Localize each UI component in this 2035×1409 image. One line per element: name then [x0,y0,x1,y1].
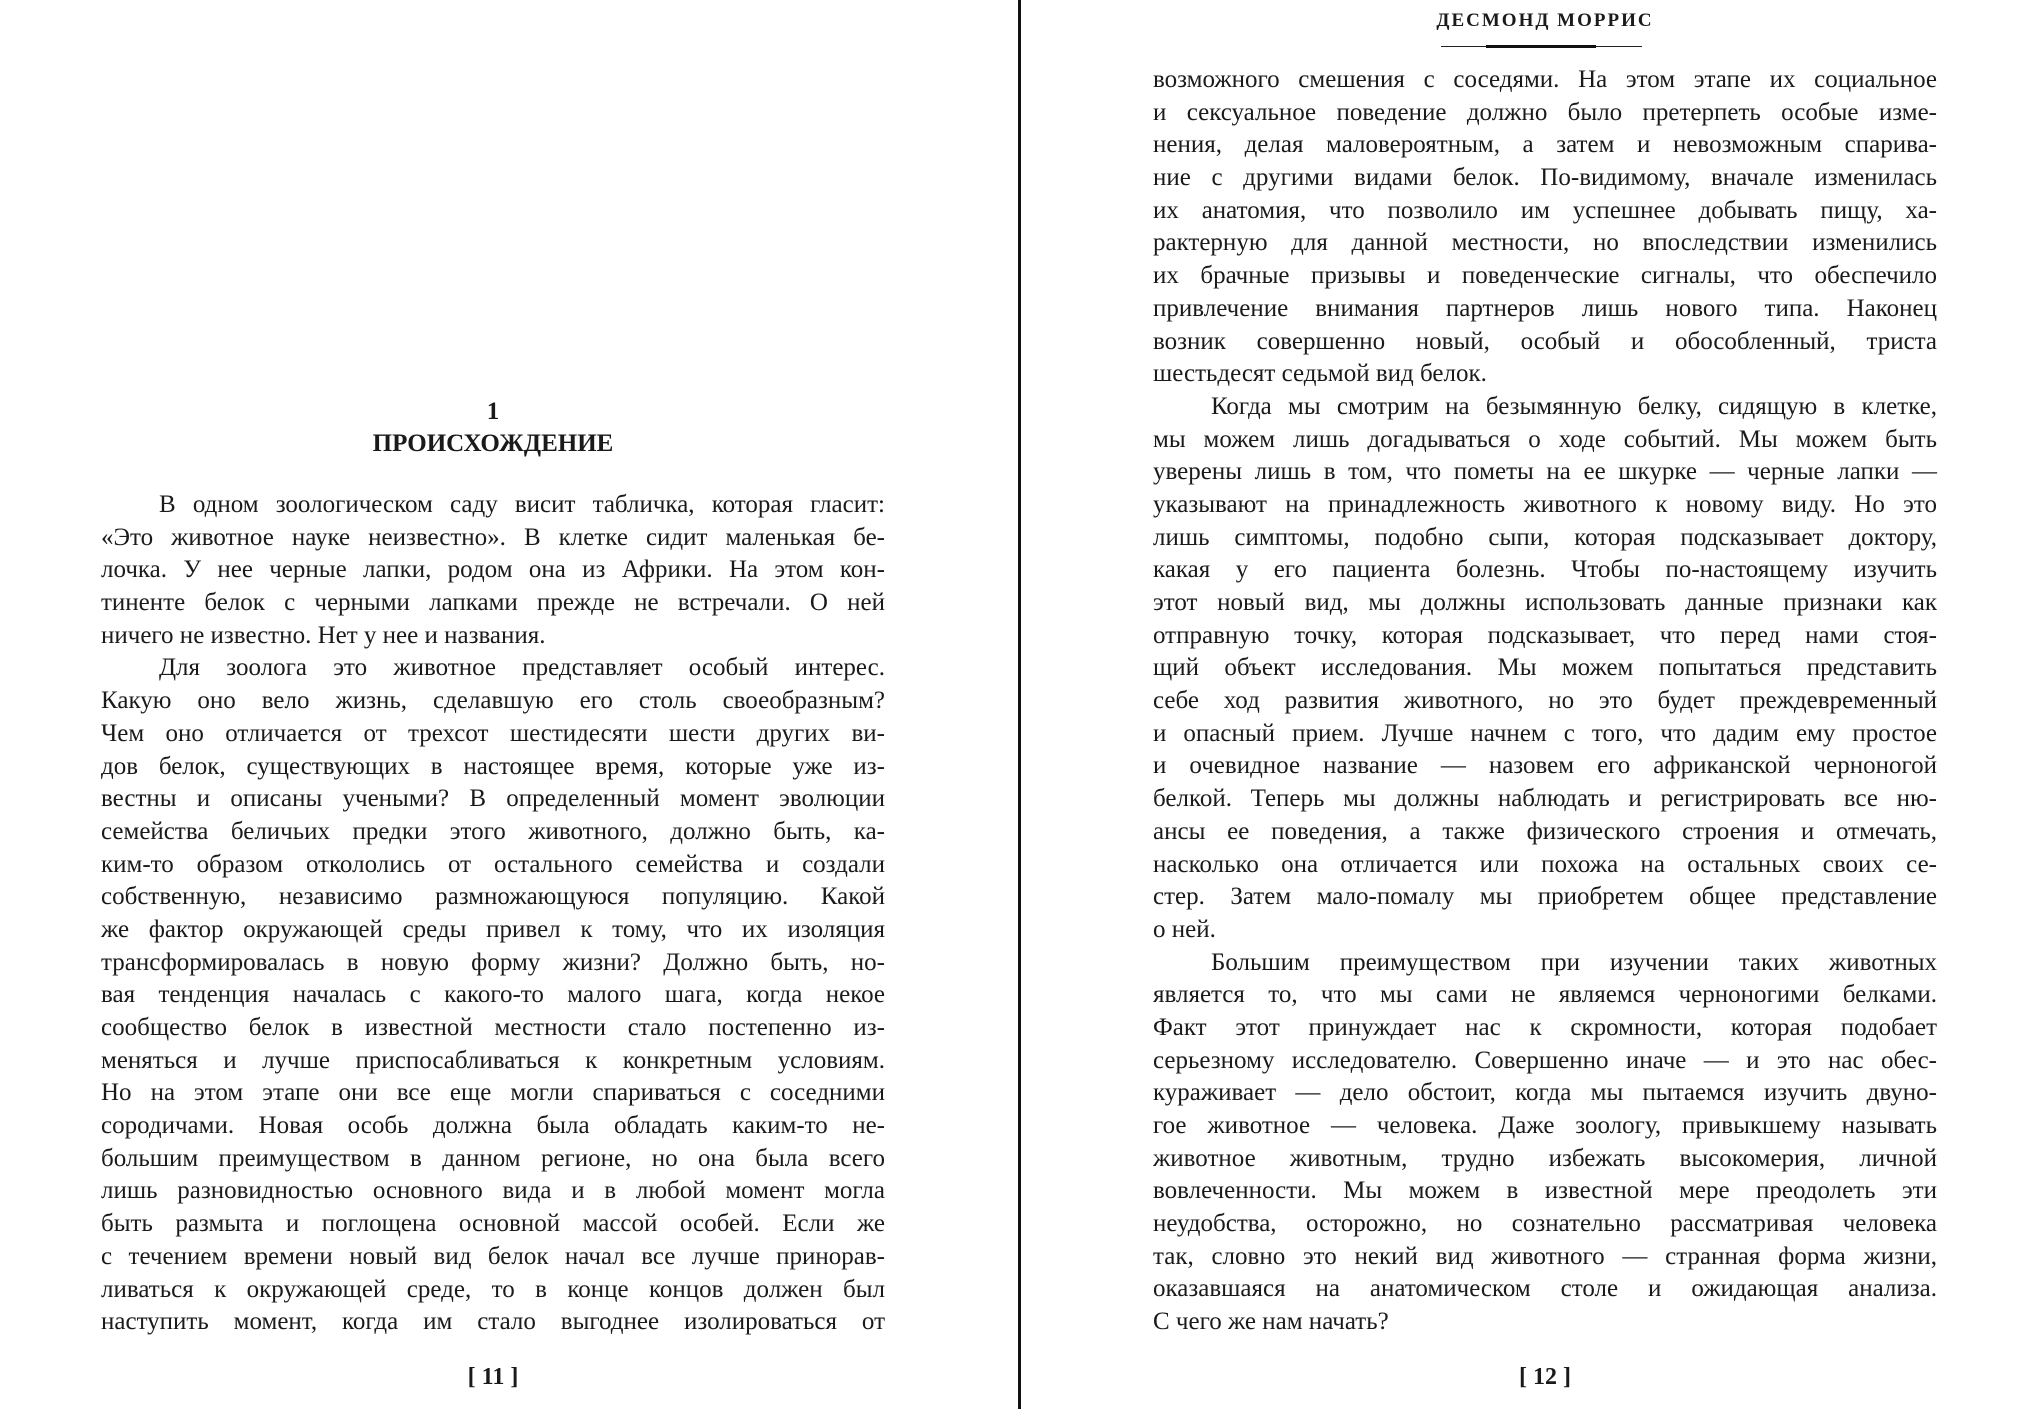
text-line: тиненте белок с черными лапками прежде не встречали. О ней [101,589,885,617]
chapter-number: 1 [486,398,500,425]
text-line: какая у его пациента болезнь. Чтобы по-настоящему изучить [1153,556,1937,584]
text-line: меняться и лучше приспосабливаться к конкретным условиям. [101,1046,885,1074]
paragraph [1153,391,1937,947]
text-line: нения, делая маловероятным, а затем и невозможным спарива- [1153,131,1937,159]
text-line: сородичами. Новая особь должна была обладать каким-то не- [101,1112,885,1140]
paragraph [1153,64,1937,391]
left-page-number: [ 11 ] [467,1364,519,1390]
text-line: кураживает — дело обстоит, когда мы пытаемся изучить двуно- [1153,1079,1937,1107]
text-line: вовлеченности. Мы можем в известной мере преодолеть эти [1153,1177,1937,1205]
text-line: привлечение внимания партнеров лишь нового типа. Наконец [1153,294,1937,322]
text-line: С чего же нам начать? [1153,1308,1389,1336]
text-line: трансформировалась в новую форму жизни? Должно быть, но- [101,948,885,976]
text-line: их анатомия, что позволило им успешнее добывать пищу, ха- [1153,196,1937,224]
text-line: ким-то образом откололись от остального семейства и создали [101,850,885,878]
text-line: семейства беличьих предки этого животного, должно быть, ка- [101,817,885,845]
chapter-title: ПРОИСХОЖДЕНИЕ [372,430,614,457]
text-line: быть размыта и поглощена основной массой особей. Если же [101,1210,885,1238]
text-line: лочка. У нее черные лапки, родом она из Африки. На этом кон- [101,556,885,584]
text-line: наступить момент, когда им стало выгоднее изолироваться от [101,1308,885,1336]
text-line: оказавшаяся на анатомическом столе и ожидающая анализа. [1153,1275,1937,1303]
text-line: насколько она отличается или похожа на остальных своих се- [1153,850,1937,878]
text-line: и очевидное название — назовем его африканской черноногой [1153,752,1937,780]
text-line: лишь разновидностью основного вида и в любой момент могла [101,1177,885,1205]
text-line: ничего не известно. Нет у нее и названия. [101,621,546,649]
text-line: животное животным, трудно избежать высокомерия, личной [1153,1144,1937,1172]
text-line: лишь симптомы, подобно сыпи, которая подсказывает доктору, [1153,523,1937,551]
left-page-body [101,489,885,1339]
right-page-number: [ 12 ] [1519,1364,1571,1390]
text-line: рактерную для данной местности, но впоследствии изменились [1153,229,1937,257]
text-line: вая тенденция началась с какого-то малого шага, когда некое [101,981,885,1009]
text-line: Но на этом этапе они все еще могли спариваться с соседними [101,1079,885,1107]
text-line: возник совершенно новый, особый и обособленный, триста [1153,327,1937,355]
text-line: неудобства, осторожно, но сознательно рассматривая человека [1153,1210,1937,1238]
text-line: ние с другими видами белок. По-видимому, вначале изменилась [1153,164,1937,192]
text-line: и опасный прием. Лучше начнем с того, что дадим ему простое [1153,719,1937,747]
running-head-author: ДЕСМОНД МОРРИС [1436,10,1654,31]
text-line: В одном зоологическом саду висит табличка, которая гласит: [159,491,885,518]
text-line: стер. Затем мало-помалу мы приобретем общее представление [1153,883,1937,911]
text-line: ансы ее поведения, а также физического строения и отмечать, [1153,817,1937,845]
text-line: мы можем лишь догадываться о ходе событий. Мы можем быть [1153,425,1937,453]
text-line: сообщество белок в известной местности стало постепенно из- [101,1014,885,1041]
text-line: о ней. [1153,915,1216,943]
text-line: белкой. Теперь мы должны наблюдать и регистрировать все ню- [1153,785,1937,813]
text-line: указывают на принадлежность животного к новому виду. Но это [1153,490,1937,518]
text-line: щий объект исследования. Мы можем попытаться представить [1153,654,1937,682]
text-line: Когда мы смотрим на безымянную белку, сидящую в клетке, [1211,392,1937,420]
text-line: шестьдесят седьмой вид белок. [1153,360,1487,388]
text-line: же фактор окружающей среды привел к тому, что их изоляция [101,915,885,943]
text-line: себе ход развития животного, но это будет преждевременный [1153,687,1937,715]
text-line: Какую оно вело жизнь, сделавшую его столь своеобразным? [101,687,885,715]
text-line: так, словно это некий вид животного — странная форма жизни, [1153,1242,1937,1270]
paragraph [1153,947,1937,1339]
text-line: отправную точку, которая подсказывает, что перед нами стоя- [1153,621,1937,649]
text-line: этот новый вид, мы должны использовать данные признаки как [1153,589,1937,616]
text-line: является то, что мы сами не являемся черноногими белками. [1153,981,1937,1009]
text-line: «Это животное науке неизвестно». В клетке сидит маленькая бе- [101,523,885,551]
paragraph [101,652,885,1338]
text-line: их брачные призывы и поведенческие сигналы, что обеспечило [1153,262,1937,290]
text-line: серьезному исследователю. Совершенно иначе — и это нас обес- [1153,1046,1937,1074]
text-line: ливаться к окружающей среде, то в конце концов должен был [101,1275,885,1303]
text-line: и сексуальное поведение должно было претерпеть особые изме- [1153,98,1937,126]
text-line: гое животное — человека. Даже зоологу, привыкшему называть [1153,1112,1937,1139]
text-line: вестны и описаны учеными? В определенный момент эволюции [101,785,885,813]
text-line: Для зоолога это животное представляет особый интерес. [159,654,885,682]
page-gutter-divider [1018,0,1021,1409]
text-line: уверены лишь в том, что пометы на ее шкурке — черные лапки — [1153,458,1937,486]
text-line: дов белок, существующих в настоящее время, которые уже из- [101,752,885,780]
text-line: Большим преимуществом при изучении таких животных [1211,948,1937,976]
text-line: с течением времени новый вид белок начал все лучше принорав- [101,1242,885,1270]
running-head-rule-accent [1486,45,1596,48]
paragraph [101,489,885,652]
right-page-body [1153,64,1937,1339]
text-line: Чем оно отличается от трехсот шестидесяти шести других ви- [101,719,885,747]
text-line: Факт этот принуждает нас к скромности, которая подобает [1153,1013,1937,1041]
text-line: возможного смешения с соседями. На этом этапе их социальное [1153,66,1937,93]
text-line: собственную, независимо размножающуюся популяцию. Какой [101,883,885,911]
text-line: большим преимуществом в данном регионе, но она была всего [101,1144,885,1172]
